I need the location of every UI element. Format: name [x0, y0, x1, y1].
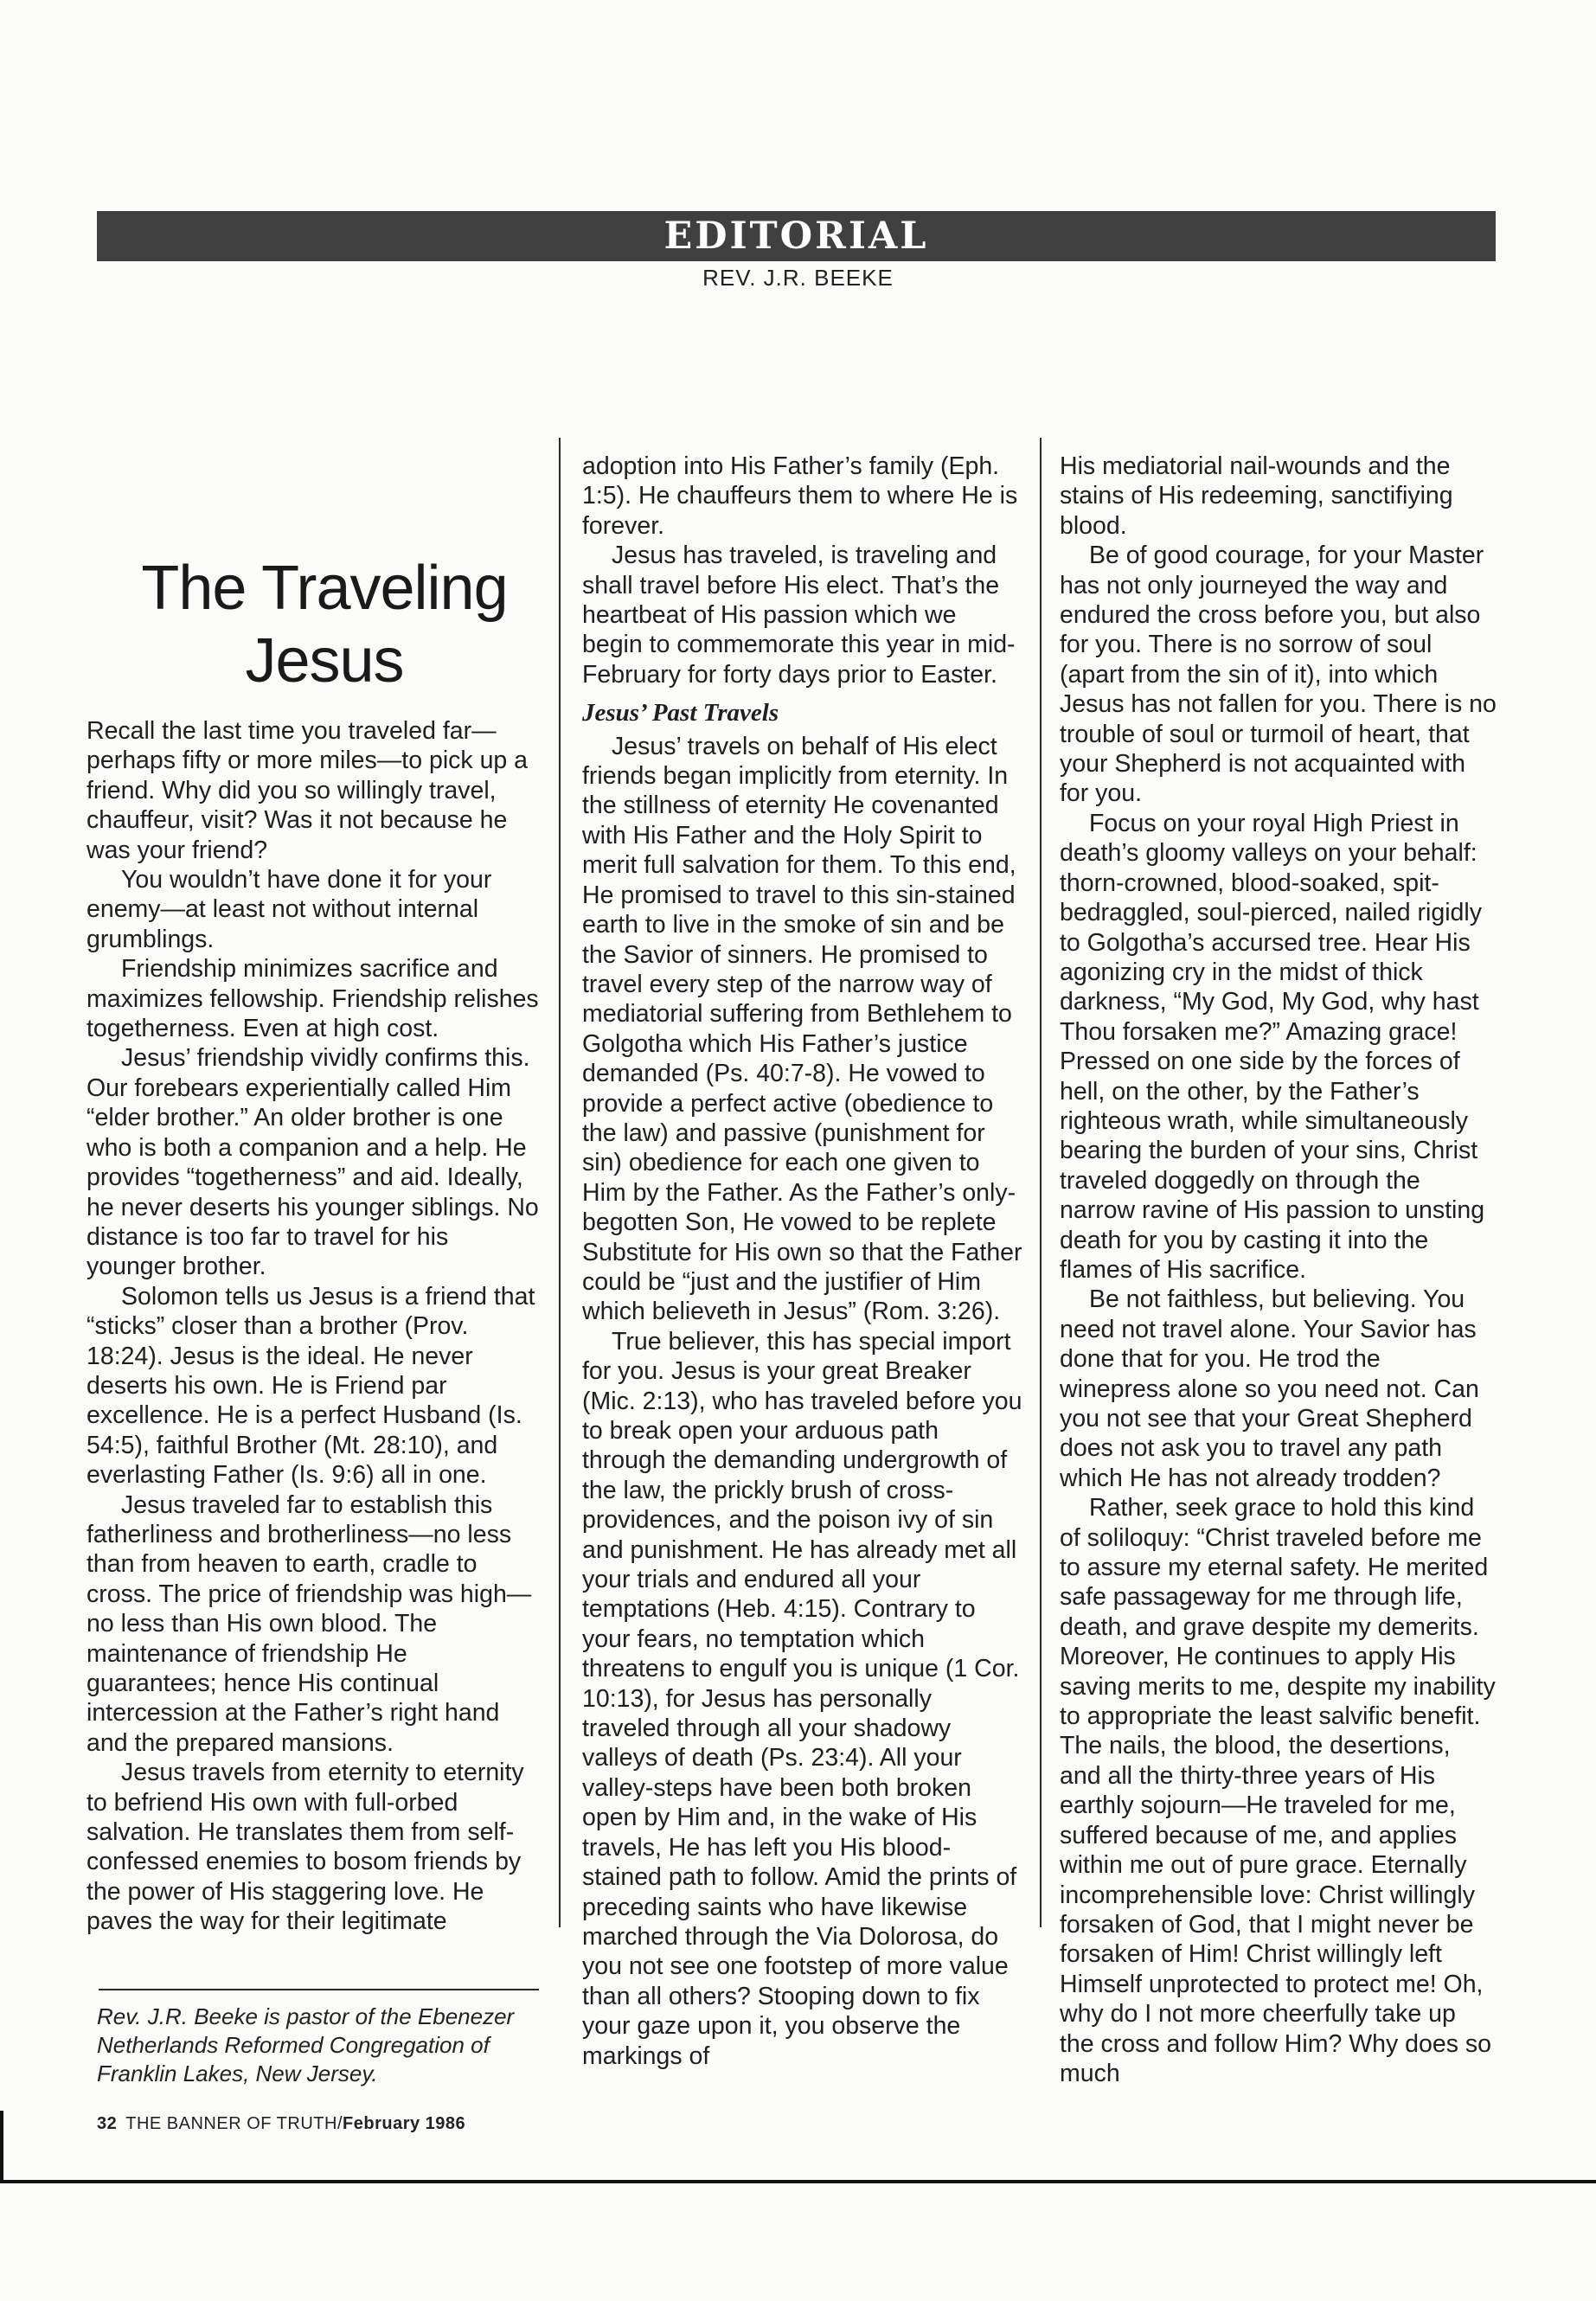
paragraph: adoption into His Father’s family (Eph. 1:5). He chauffeurs them to where He is forever.: [582, 452, 1018, 540]
paragraph: True believer, this has special import for you. Jesus is your great Breaker (Mic. 2:13), who has traveled before you to break open your arduous path through the demanding undergrowth of the law, the prickly brush of cross-providences, and the poison ivy of sin and punishment. He has already met all your trials and endured all your temptations (Heb. 4:15). Contrary to your fears, no temptation which threatens to engulf you is unique (1 Cor. 10:13), for Jesus has personally traveled through all your shadowy valleys of death (Ps. 23:4). All your valley-steps have been both broken open by Him and, in the wake of His travels, He has left you His blood-stained path to follow. Amid the prints of preceding saints who have likewise marched through the Via Dolorosa, do you not see one footstep of more value than all others? Stooping down to fix your gaze upon it, you observe the markings of: [582, 1327, 1022, 2070]
paragraph: Focus on your royal High Priest in death’s gloomy valleys on your behalf: thorn-crowned, blood-soaked, spit-bedraggled, soul-pierced, nailed rigidly to Golgotha’s accursed tree. Hear His agonizing cry in the midst of thick darkness, “My God, My God, why hast Thou forsaken me?” Amazing grace! Pressed on one side by the forces of hell, on the other, by the Father’s righteous wrath, while simultaneously bearing the burden of your sins, Christ traveled doggedly on through the narrow ravine of His passion to unsting death for you by casting it into the flames of His sacrifice.: [1060, 809, 1485, 1284]
paragraph: Friendship minimizes sacrifice and maximizes fellowship. Friendship relishes togetherness. Even at high cost.: [87, 955, 539, 1043]
paragraph: Jesus has traveled, is traveling and shall travel before His elect. That’s the heartbeat of His passion which we begin to commemorate this year in mid-February for forty days prior to Easter.: [582, 542, 1016, 689]
column-2: [582, 452, 1023, 2071]
column-divider-1: [559, 438, 561, 1927]
article-title: [107, 552, 542, 697]
page-footer: [97, 2114, 465, 2134]
author-byline: REV. J.R. BEEKE: [702, 265, 894, 291]
paragraph: Jesus’ travels on behalf of His elect friends began implicitly from eternity. In the stillness of eternity He covenanted with His Father and the Holy Spirit to merit full salvation for them. To this end, He promised to travel to this sin-stained earth to live in the smoke of sin and be the Savior of sinners. He promised to travel every step of the narrow way of mediatorial suffering from Bethlehem to Golgotha which His Father’s justice demanded (Ps. 40:7-8). He vowed to provide a perfect active (obedience to the law) and passive (punishment for sin) obedience for each one given to Him by the Father. As the Father’s only-begotten Son, He vowed to be replete Substitute for His own so that the Father could be “just and the justifier of Him which believeth in Jesus” (Rom. 3:26).: [582, 732, 1022, 1326]
paragraph: Jesus travels from eternity to eternity to befriend His own with full-orbed salvation. He translates them from self-confessed enemies to bosom friends by the power of His staggering love. He paves the way for their legitimate: [87, 1759, 524, 1936]
issue-date: February 1986: [343, 2114, 466, 2133]
paragraph: Solomon tells us Jesus is a friend that “sticks” closer than a brother (Prov. 18:24). Jesus is the ideal. He never deserts his own. He is Friend par excellence. He is a perfect Husband (Is. 54:5), faithful Brother (Mt. 28:10), and everlasting Father (Is. 9:6) all in one.: [87, 1282, 535, 1490]
paragraph: Be of good courage, for your Master has not only journeyed the way and endured the cross before you, but also for you. There is no sorrow of soul (apart from the sin of it), into which Jesus has not fallen for you. There is no trouble of soul or turmoil of heart, that your Shepherd is not acquainted with for you.: [1060, 542, 1497, 808]
title-line-1: The Traveling: [141, 554, 508, 623]
banner-label: EDITORIAL: [663, 215, 929, 258]
paragraph: Jesus traveled far to establish this fatherliness and brotherliness—no less than from heaven to earth, cradle to cross. The price of friendship was high—no less than His own blood. The maintenance of friendship He guarantees; hence His continual intercession at the Father’s right hand and the prepared mansions.: [87, 1490, 532, 1757]
paragraph: His mediatorial nail-wounds and the stains of His redeeming, sanctifiying blood.: [1060, 452, 1453, 540]
author-note: Rev. J.R. Beeke is pastor of the Ebenezer Netherlands Reformed Congregation of Franklin Lakes, New Jersey.: [97, 2003, 515, 2086]
column-1: [87, 716, 543, 1937]
paragraph: Recall the last time you traveled far—perhaps fifty or more miles—to pick up a friend. Why did you so willingly travel, chauffeur, visit? Was it not because he was your friend?: [87, 717, 529, 864]
editorial-banner: [97, 211, 1496, 261]
title-line-2: Jesus: [245, 626, 404, 695]
footnote-rule: [99, 1989, 539, 1990]
scan-edge-left: [0, 2111, 3, 2182]
scan-edge-bottom: [0, 2180, 1596, 2183]
column-3: [1060, 452, 1497, 2088]
column-divider-2: [1040, 438, 1042, 1927]
publication-name: THE BANNER OF TRUTH/: [125, 2114, 343, 2133]
paragraph: Jesus’ friendship vividly confirms this. Our forebears experientially called Him “elder brother.” An older brother is one who is both a companion and a help. He provides “togetherness” and aid. Ideally, he never deserts his younger siblings. No distance is too far to travel for his younger brother.: [87, 1044, 539, 1281]
paragraph: Rather, seek grace to hold this kind of soliloquy: “Christ traveled before me to assure my eternal safety. He merited safe passageway for me through life, death, and grave despite my demerits. Moreover, He continues to apply His saving merits to me, despite my inability to appropriate the least salvific benefit. The nails, the blood, the desertions, and all the thirty-three years of His earthly sojourn—He traveled for me, suffered because of me, and applies within me out of pure grace. Eternally incomprehensible love: Christ willingly forsaken of God, that I might never be forsaken of Him! Christ willingly left Himself unprotected to protect me! Oh, why do I not more cheerfully take up the cross and follow Him? Why does so much: [1060, 1494, 1496, 2087]
page-number: 32: [97, 2114, 118, 2133]
section-heading: Jesus’ Past Travels: [582, 699, 779, 727]
paragraph: You wouldn’t have done it for your enemy—at least not without internal grumblings.: [87, 866, 492, 953]
paragraph: Be not faithless, but believing. You need not travel alone. Your Savior has done that for you. He trod the winepress alone so you need not. Can you not see that your Great Shepherd does not ask you to travel any path which He has not already trodden?: [1060, 1285, 1479, 1492]
